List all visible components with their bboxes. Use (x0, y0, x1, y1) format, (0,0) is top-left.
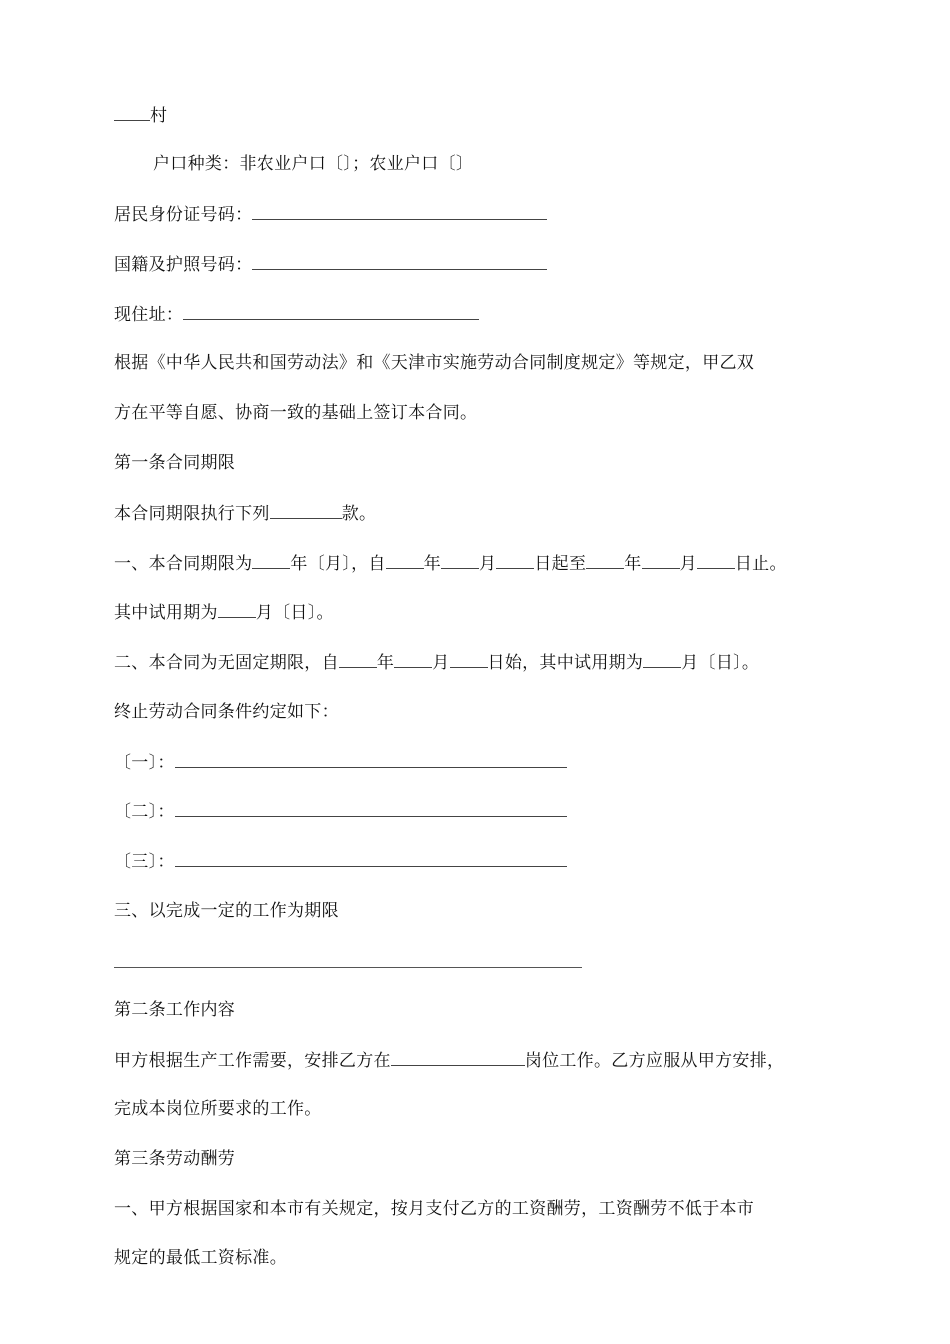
start-month-blank[interactable] (441, 552, 479, 569)
oe-day-blank[interactable] (450, 651, 488, 668)
termination-item-2 (114, 800, 567, 823)
remuneration-line-2: 规定的最低工资标准。 (114, 1248, 287, 1268)
oe-probation-blank[interactable] (643, 651, 681, 668)
oe-month-blank[interactable] (394, 651, 432, 668)
termination-item-2-blank[interactable] (175, 800, 567, 817)
termination-item-1-label: 〔一〕： (114, 753, 175, 773)
hukou-type-line: 户口种类：非农业户口〔〕；农业户口〔〕 (153, 154, 474, 174)
end-month-blank[interactable] (642, 552, 680, 569)
probation-text: 其中试用期为 (114, 603, 218, 623)
article-3-heading: 第三条劳动酬劳 (114, 1149, 236, 1169)
termination-item-3 (114, 850, 567, 873)
passport-blank[interactable] (252, 253, 547, 270)
termination-item-2-label: 〔二〕： (114, 802, 175, 822)
id-number-label: 居民身份证号码： (114, 205, 253, 225)
end-year-blank[interactable] (586, 552, 624, 569)
job-content-suffix: 岗位工作。乙方应服从甲方安排， (524, 1051, 785, 1071)
fixed-term-unit: 年〔月〕，自 (290, 554, 386, 574)
job-content-line-2: 完成本岗位所要求的工作。 (114, 1099, 322, 1119)
start-year-unit: 年 (423, 554, 442, 574)
intro-paragraph-line-1: 根据《中华人民共和国劳动法》和《天津市实施劳动合同制度规定》等规定，甲乙双 (114, 353, 755, 373)
open-ended-text: 二、本合同为无固定期限，自 (114, 653, 339, 673)
position-blank[interactable] (391, 1049, 525, 1066)
probation-unit: 月〔日〕。 (255, 603, 334, 623)
term-clause-suffix: 款。 (341, 504, 377, 524)
clause-number-blank[interactable] (270, 502, 342, 519)
end-year-unit: 年 (624, 554, 642, 574)
end-day-blank[interactable] (697, 552, 735, 569)
termination-item-1-blank[interactable] (175, 751, 567, 768)
end-month-unit: 月 (679, 554, 697, 574)
article-1-heading: 第一条合同期限 (114, 453, 236, 473)
village-blank[interactable] (114, 104, 150, 121)
village-suffix: 村 (150, 106, 168, 126)
oe-year-blank[interactable] (339, 651, 377, 668)
job-content-line-1 (114, 1049, 784, 1072)
address-line (114, 303, 479, 326)
open-ended-line (114, 651, 759, 674)
start-month-unit: 月 (479, 554, 497, 574)
passport-line (114, 253, 547, 276)
termination-item-1 (114, 751, 567, 774)
task-description-blank[interactable] (114, 967, 582, 968)
article-2-heading: 第二条工作内容 (114, 1000, 236, 1020)
id-number-line (114, 203, 547, 226)
task-based-term-line: 三、以完成一定的工作为期限 (114, 901, 339, 921)
fixed-term-line (114, 552, 787, 575)
probation-line (114, 601, 334, 624)
oe-day-unit: 日始，其中试用期为 (487, 653, 644, 673)
term-clause-line (114, 502, 376, 525)
address-blank[interactable] (183, 303, 479, 320)
term-years-blank[interactable] (252, 552, 290, 569)
passport-label: 国籍及护照号码： (114, 255, 253, 275)
village-line (114, 104, 167, 127)
fixed-term-text: 一、本合同期限为 (114, 554, 253, 574)
termination-item-3-blank[interactable] (175, 850, 567, 867)
start-day-blank[interactable] (496, 552, 534, 569)
id-number-blank[interactable] (252, 203, 547, 220)
intro-paragraph-line-2: 方在平等自愿、协商一致的基础上签订本合同。 (114, 403, 478, 423)
oe-probation-unit: 月〔日〕。 (681, 653, 760, 673)
remuneration-line-1: 一、甲方根据国家和本市有关规定，按月支付乙方的工资酬劳，工资酬劳不低于本市 (114, 1199, 755, 1219)
oe-year-unit: 年 (376, 653, 395, 673)
termination-heading: 终止劳动合同条件约定如下： (114, 702, 339, 722)
end-day-unit: 日止。 (734, 554, 787, 574)
term-clause-text: 本合同期限执行下列 (114, 504, 270, 524)
start-day-unit: 日起至 (534, 554, 587, 574)
job-content-text: 甲方根据生产工作需要，安排乙方在 (114, 1051, 391, 1071)
probation-blank[interactable] (218, 601, 256, 618)
termination-item-3-label: 〔三〕： (114, 852, 175, 872)
oe-month-unit: 月 (432, 653, 450, 673)
address-label: 现住址： (114, 305, 184, 325)
start-year-blank[interactable] (386, 552, 424, 569)
